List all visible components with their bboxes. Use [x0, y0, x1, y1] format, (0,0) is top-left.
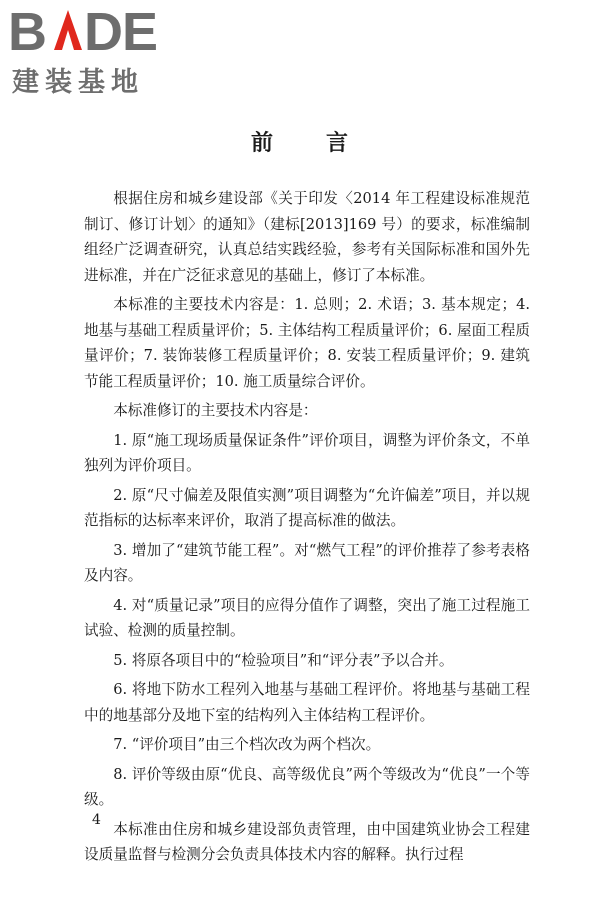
- logo-subtitle: 建装基地: [12, 67, 144, 98]
- bade-logo: [8, 4, 178, 98]
- title-char-1: 前: [250, 130, 274, 156]
- paragraph: 7. “评价项目”由三个档次改为两个档次。: [113, 736, 381, 753]
- paragraph: 4. 对“质量记录”项目的应得分值作了调整，突出了施工过程施工试验、检测的质量控制。: [84, 596, 530, 639]
- paragraph: 6. 将地下防水工程列入地基与基础工程评价。将地基与基础工程中的地基部分及地下室的结构列入主体结构工程评价。: [84, 681, 530, 724]
- page-title: [0, 126, 600, 157]
- paragraph: 8. 评价等级由原“优良、高等级优良”两个等级改为“优良”一个等级。: [84, 765, 530, 808]
- preface-body: [84, 186, 530, 868]
- paragraph: 根据住房和城乡建设部《关于印发〈2014 年工程建设标准规范制订、修订计划〉的通知》（建标[2013]169 号）的要求，标准编制组经广泛调查研究，认真总结实践经验，参考有关国际标准和国外先进标准，并在广泛征求意见的基础上，修订了本标准。: [84, 190, 530, 284]
- bade-logo-mark: [8, 4, 178, 56]
- paragraph: 本标准的主要技术内容是：1. 总则；2. 术语；3. 基本规定；4. 地基与基础工程质量评价；5. 主体结构工程质量评价；6. 屋面工程质量评价；7. 装饰装修工程质量评价；8. 安装工程质量评价；9. 建筑节能工程质量评价；10. 施工质量综合评价。: [84, 296, 530, 390]
- page-number: 4: [92, 812, 101, 828]
- paragraph: 3. 增加了“建筑节能工程”。对“燃气工程”的评价推荐了参考表格及内容。: [84, 541, 530, 584]
- paragraph: 本标准修订的主要技术内容是：: [113, 402, 318, 419]
- svg-text:DE: DE: [84, 4, 158, 56]
- paragraph: 5. 将原各项目中的“检验项目”和“评分表”予以合并。: [113, 651, 454, 669]
- paragraph: 本标准由住房和城乡建设部负责管理，由中国建筑业协会工程建设质量监督与检测分会负责具体技术内容的解释。执行过程: [84, 820, 530, 863]
- title-char-2: 言: [326, 130, 350, 156]
- svg-text:B: B: [8, 4, 46, 56]
- paragraph: 1. 原“施工现场质量保证条件”评价项目，调整为评价条文，不单独列为评价项目。: [84, 431, 530, 474]
- paragraph: 2. 原“尺寸偏差及限值实测”项目调整为“允许偏差”项目，并以规范指标的达标率来评价，取消了提高标准的做法。: [84, 486, 530, 529]
